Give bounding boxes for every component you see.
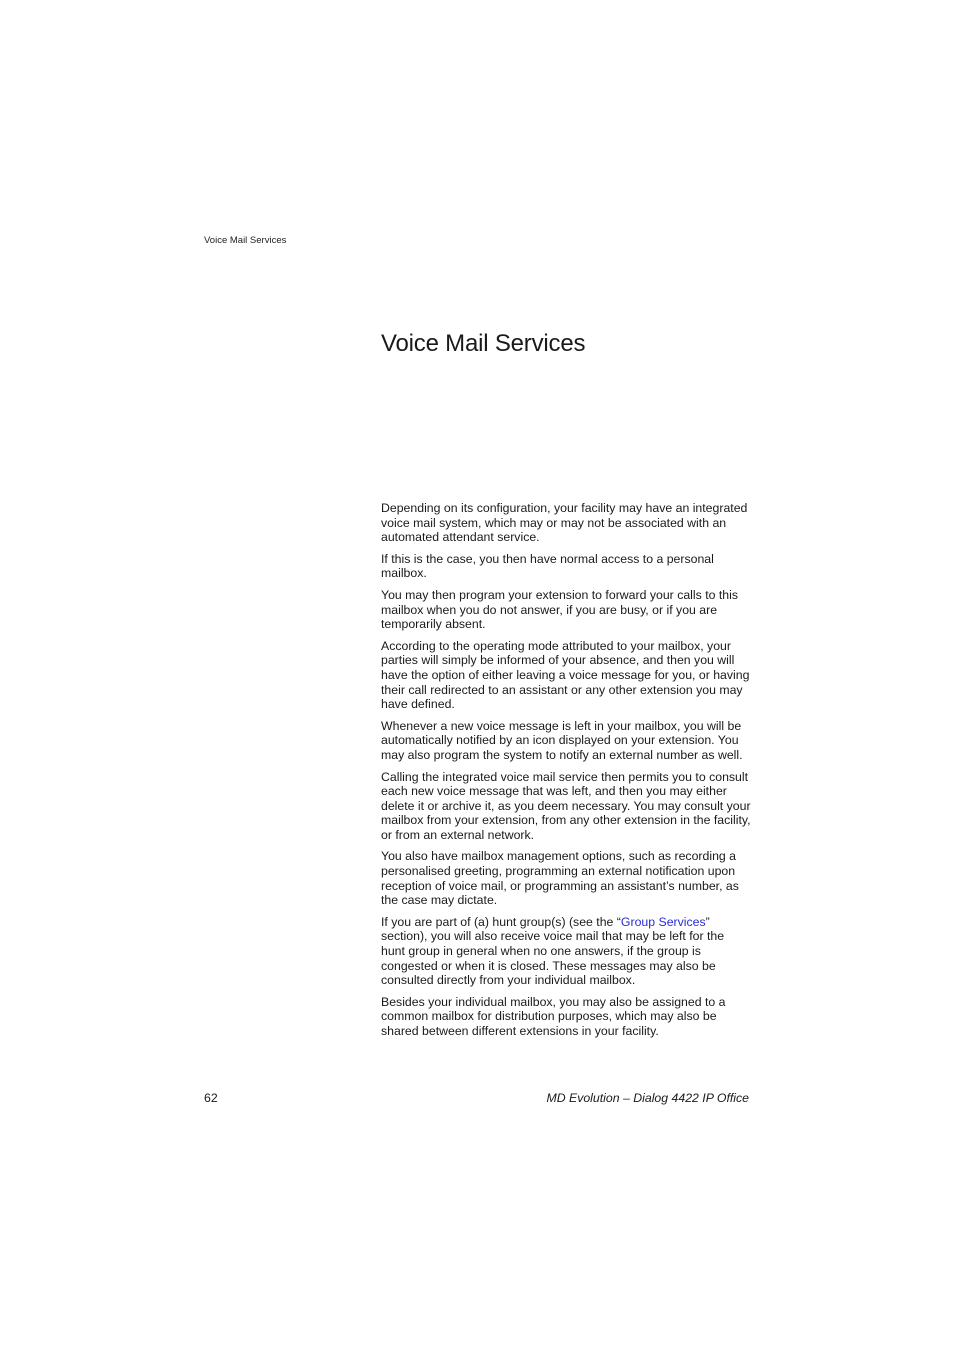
paragraph-intro: Depending on its configuration, your facility may have an integrated voice mail system, which may or may not be associated with an automated attendant service. xyxy=(381,501,748,545)
paragraph-operating-mode: According to the operating mode attributed to your mailbox, your parties will simply be informed of your absence, and then you will have the option of either leaving a voice message for you, or having their call redirected to an assistant or any other extension you may have defined. xyxy=(381,638,750,712)
paragraph-management: You also have mailbox management options, such as recording a personalised greeting, programming an external notification upon reception of voice mail, or programming an assistant’s number, as the case may dictate. xyxy=(381,849,739,908)
body-text xyxy=(381,501,751,1046)
hunt-group-text-before: If you are part of (a) hunt group(s) (see the “ xyxy=(381,914,621,929)
paragraph-notification: Whenever a new voice message is left in your mailbox, you will be automatically notified by an icon displayed on your extension. You may also program the system to notify an external number as well. xyxy=(381,718,743,762)
hunt-group-text-after: ” section), you will also receive voice mail that may be left for the hunt group in general when no one answers, if the group is congested or when it is closed. These messages may also be consulted directly from your individual mailbox. xyxy=(381,914,725,988)
group-services-link[interactable]: Group Services xyxy=(620,914,706,929)
paragraph-forwarding: You may then program your extension to forward your calls to this mailbox when you do not answer, if you are busy, or if you are temporarily absent. xyxy=(381,587,739,632)
paragraph-common-mailbox: Besides your individual mailbox, you may also be assigned to a common mailbox for distribution purposes, which may also be shared between different extensions in your facility. xyxy=(381,994,726,1038)
paragraph-hunt-group xyxy=(381,915,751,988)
running-header: Voice Mail Services xyxy=(204,235,287,246)
page-title: Voice Mail Services xyxy=(381,330,586,357)
document-title: MD Evolution – Dialog 4422 IP Office xyxy=(546,1091,749,1105)
paragraph-mailbox-access: If this is the case, you then have normal access to a personal mailbox. xyxy=(381,551,714,581)
page-number: 62 xyxy=(204,1091,218,1105)
paragraph-consult: Calling the integrated voice mail service then permits you to consult each new voice message that was left, and then you may either delete it or archive it, as you deem necessary. You may consult your mailbox from your extension, from any other extension in the facility, or from an external network. xyxy=(381,769,751,842)
